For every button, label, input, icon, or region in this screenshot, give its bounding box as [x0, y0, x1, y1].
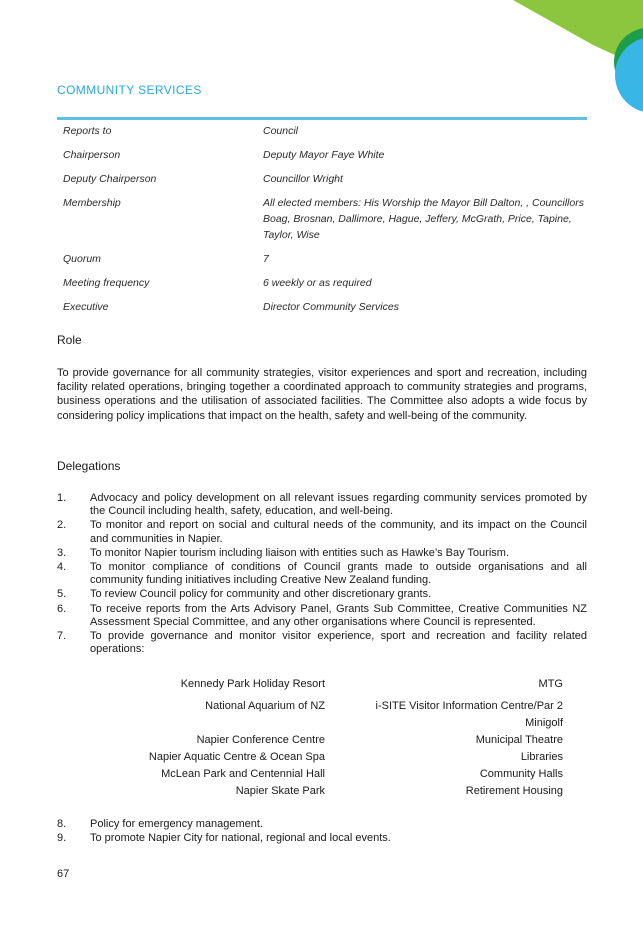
item-number: 9. [57, 832, 67, 845]
item-number: 8. [57, 818, 67, 830]
delegations-heading: Delegations [57, 459, 121, 473]
facility-left: Napier Skate Park [235, 785, 325, 797]
list-item [57, 603, 587, 629]
info-row [63, 171, 587, 187]
facility-row [57, 783, 587, 800]
facility-right: Community Halls [479, 768, 563, 780]
info-label: Membership [63, 197, 121, 209]
list-item [57, 588, 587, 601]
info-value: All elected members: His Worship the Mayor Bill Dalton, , Councillors Boag, Brosnan, Dallimore, Hague, Jeffery, McGrath, Price, Tapine, Taylor, Wise [263, 197, 584, 241]
info-row [63, 147, 587, 163]
item-number: 5. [57, 588, 67, 601]
info-row [63, 123, 587, 139]
title-rule [57, 117, 587, 120]
facility-row [57, 749, 587, 766]
item-number: 6. [57, 602, 67, 615]
facility-right: MTG [538, 678, 563, 690]
facility-left: Napier Conference Centre [196, 734, 325, 746]
item-number: 4. [57, 561, 67, 574]
item-number: 1. [57, 492, 67, 504]
delegations-list-continued [57, 818, 587, 846]
facility-right: Municipal Theatre [475, 734, 563, 746]
item-text: Policy for emergency management. [90, 818, 264, 830]
facility-left: National Aquarium of NZ [205, 700, 325, 712]
info-label: Quorum [63, 253, 101, 265]
info-label: Reports to [63, 125, 112, 137]
item-text: Advocacy and policy development on all relevant issues regarding community services promoted by the Council including health, safety, education, and well-being. [90, 492, 587, 518]
info-value: Council [263, 125, 299, 137]
info-label: Deputy Chairperson [63, 173, 157, 185]
facilities-table [57, 676, 587, 800]
info-row [63, 251, 587, 267]
info-label: Chairperson [63, 149, 121, 161]
item-number: 3. [57, 546, 67, 559]
item-text: To promote Napier City for national, regional and local events. [90, 832, 391, 845]
facility-row [57, 732, 587, 749]
corner-decoration [513, 0, 643, 120]
list-item [57, 832, 587, 845]
item-text: To monitor compliance of conditions of Council grants made to outside organisations and all community funding initiatives including Creative New Zealand funding. [90, 561, 587, 587]
item-text: To receive reports from the Arts Advisory Panel, Grants Sub Committee, Creative Communities NZ Assessment Special Committee, and any other organisations where Council is represented. [90, 602, 587, 628]
info-row [63, 299, 587, 315]
facility-row [57, 676, 587, 693]
info-value: 7 [263, 253, 269, 265]
facility-left [57, 715, 325, 732]
role-paragraph: To provide governance for all community strategies, visitor experiences and sport and recreation, including facility related operations, bringing together a coordinated approach to community strategies and programs, business operations and the utilisation of associated facilities. The Committee also adopts a wide focus by considering policy implications that impact on the health, safety and well-being of the community. [57, 367, 587, 422]
info-row [63, 275, 587, 291]
item-text: To provide governance and monitor visitor experience, sport and recreation and facility related operations: [90, 630, 587, 656]
committee-info-table [63, 123, 587, 323]
facility-row [57, 698, 587, 715]
facility-row [57, 766, 587, 783]
facility-right: Minigolf [525, 717, 563, 729]
list-item [57, 492, 587, 518]
info-value: 6 weekly or as required [263, 277, 372, 289]
list-item [57, 818, 587, 831]
item-text: To monitor and report on social and cultural needs of the community, and its impact on the Council and communities in Napier. [90, 519, 587, 545]
section-title: COMMUNITY SERVICES [57, 83, 202, 97]
item-number: 7. [57, 630, 67, 643]
facility-right: Libraries [520, 751, 563, 763]
info-value: Councillor Wright [263, 173, 343, 185]
list-item [57, 519, 587, 545]
role-heading: Role [57, 333, 82, 347]
info-label: Executive [63, 301, 109, 313]
item-text: To review Council policy for community and other discretionary grants. [90, 588, 432, 601]
facility-right: Retirement Housing [465, 785, 563, 797]
page-number: 67 [57, 868, 70, 880]
list-item [57, 630, 587, 656]
info-value: Director Community Services [263, 301, 399, 313]
info-value: Deputy Mayor Faye White [263, 149, 385, 161]
facility-left: McLean Park and Centennial Hall [161, 768, 325, 780]
delegations-list [57, 492, 587, 657]
facility-right: i-SITE Visitor Information Centre/Par 2 [375, 700, 563, 712]
list-item [57, 547, 587, 560]
item-number: 2. [57, 519, 67, 532]
info-row [63, 195, 587, 243]
facility-row [57, 715, 587, 732]
facility-left: Napier Aquatic Centre & Ocean Spa [148, 751, 325, 763]
list-item [57, 561, 587, 587]
item-text: To monitor Napier tourism including liaison with entities such as Hawke’s Bay Tourism. [90, 546, 509, 559]
info-label: Meeting frequency [63, 277, 150, 289]
facility-left: Kennedy Park Holiday Resort [180, 678, 325, 690]
